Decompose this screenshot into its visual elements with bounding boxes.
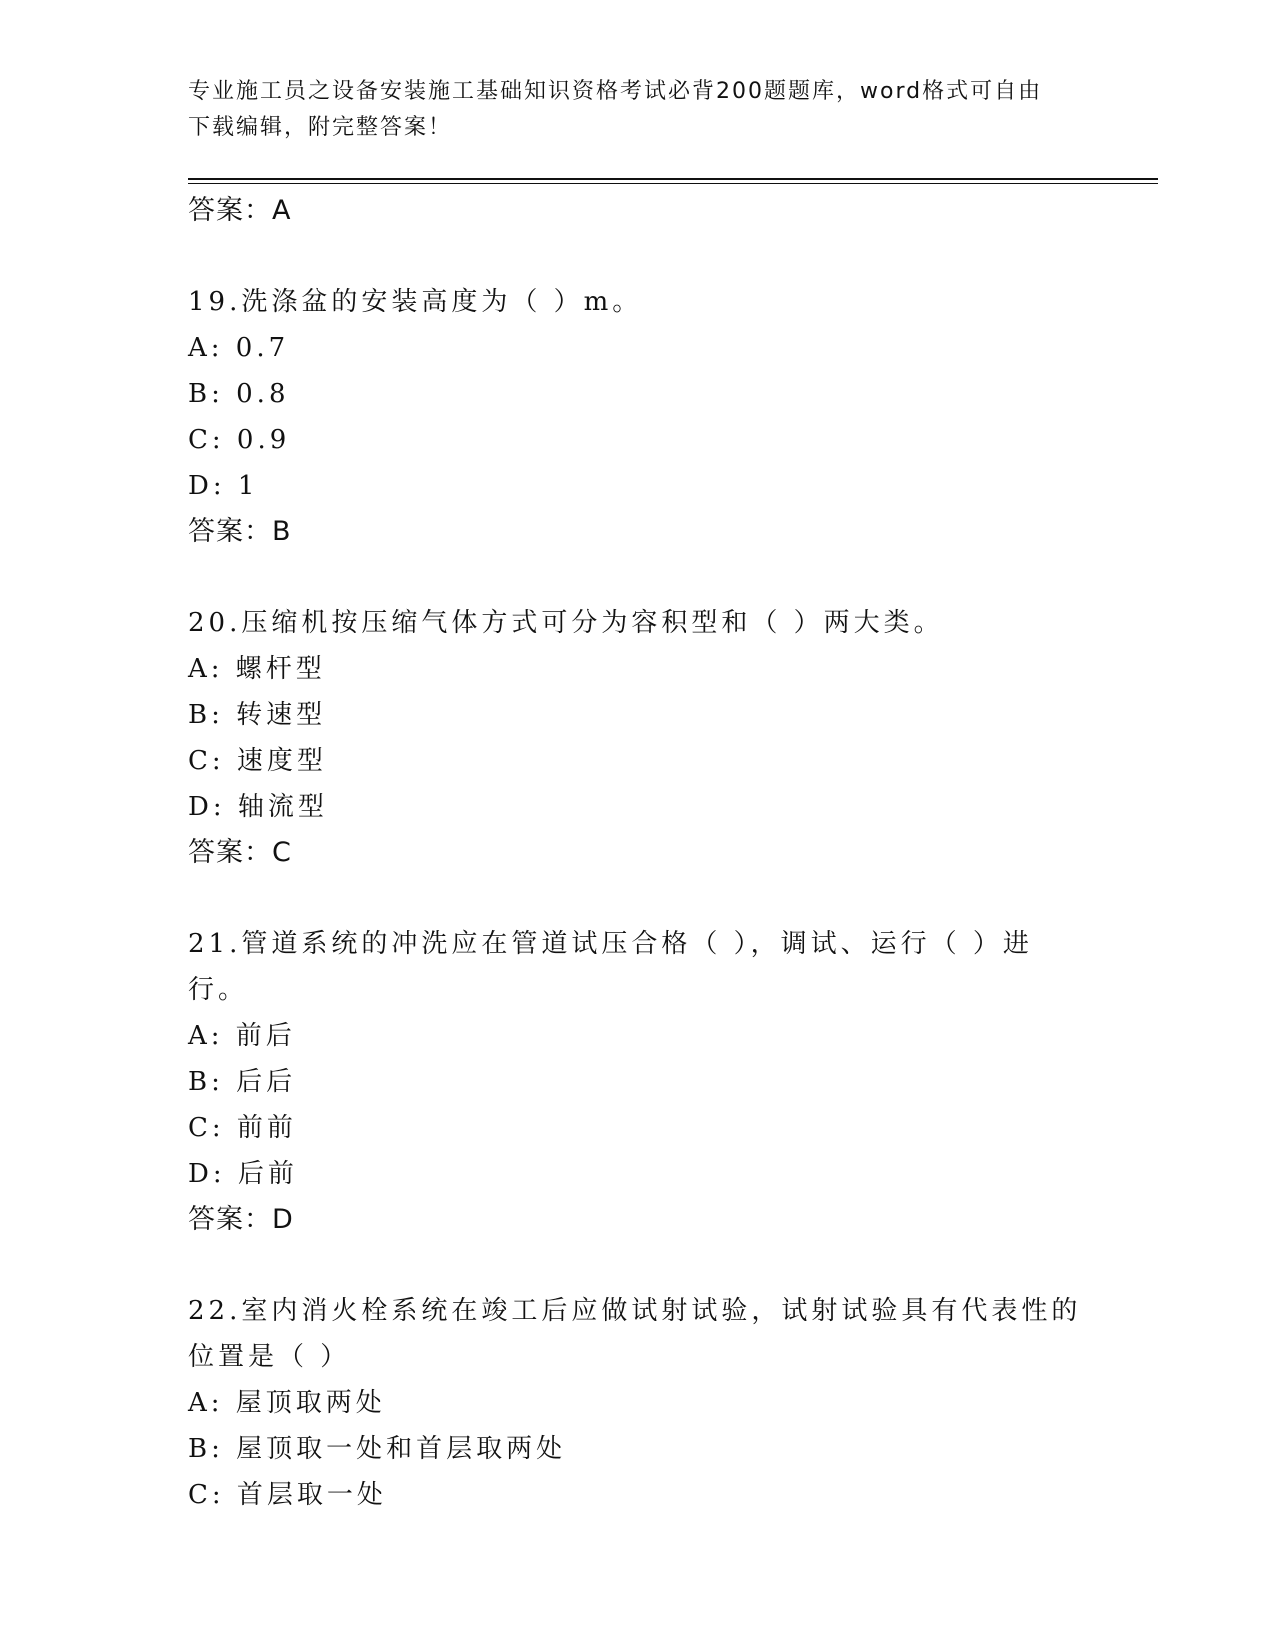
option-c: C: 速度型 bbox=[188, 746, 327, 776]
option-b: B: 后后 bbox=[188, 1067, 297, 1097]
question-stem: 20.压缩机按压缩气体方式可分为容积型和（ ）两大类。 bbox=[188, 608, 944, 638]
option-c: C: 首层取一处 bbox=[188, 1480, 387, 1510]
question-20 bbox=[188, 600, 1088, 876]
option-d: D: 1 bbox=[188, 471, 259, 501]
question-stem: 22.室内消火栓系统在竣工后应做试射试验，试射试验具有代表性的位置是（ ） bbox=[188, 1296, 1082, 1372]
question-19 bbox=[188, 279, 1088, 555]
option-b: B: 转速型 bbox=[188, 700, 327, 730]
question-list bbox=[188, 188, 1088, 1518]
answer-previous-question: 答案：A bbox=[188, 195, 292, 226]
header-divider-thin bbox=[188, 183, 1158, 184]
document-header: 专业施工员之设备安装施工基础知识资格考试必背200题题库，word格式可自由 下载编辑，附完整答案！ bbox=[188, 79, 1043, 140]
header-divider-thick bbox=[188, 178, 1158, 180]
option-c: C: 0.9 bbox=[188, 425, 291, 455]
answer-line: 答案：B bbox=[188, 516, 292, 547]
option-a: A: 前后 bbox=[188, 1021, 296, 1051]
option-c: C: 前前 bbox=[188, 1113, 297, 1143]
option-a: A: 0.7 bbox=[188, 333, 290, 363]
question-22 bbox=[188, 1288, 1088, 1518]
answer-line: 答案：C bbox=[188, 837, 292, 868]
option-d: D: 轴流型 bbox=[188, 792, 328, 822]
question-stem: 19.洗涤盆的安装高度为（ ）m。 bbox=[188, 287, 643, 317]
option-b: B: 0.8 bbox=[188, 379, 290, 409]
option-a: A: 螺杆型 bbox=[188, 654, 326, 684]
option-d: D: 后前 bbox=[188, 1159, 298, 1189]
option-a: A: 屋顶取两处 bbox=[188, 1388, 386, 1418]
question-21 bbox=[188, 921, 1088, 1243]
answer-line: 答案：D bbox=[188, 1204, 294, 1235]
option-b: B: 屋顶取一处和首层取两处 bbox=[188, 1434, 567, 1464]
question-stem: 21.管道系统的冲洗应在管道试压合格（ ），调试、运行（ ）进行。 bbox=[188, 929, 1033, 1005]
